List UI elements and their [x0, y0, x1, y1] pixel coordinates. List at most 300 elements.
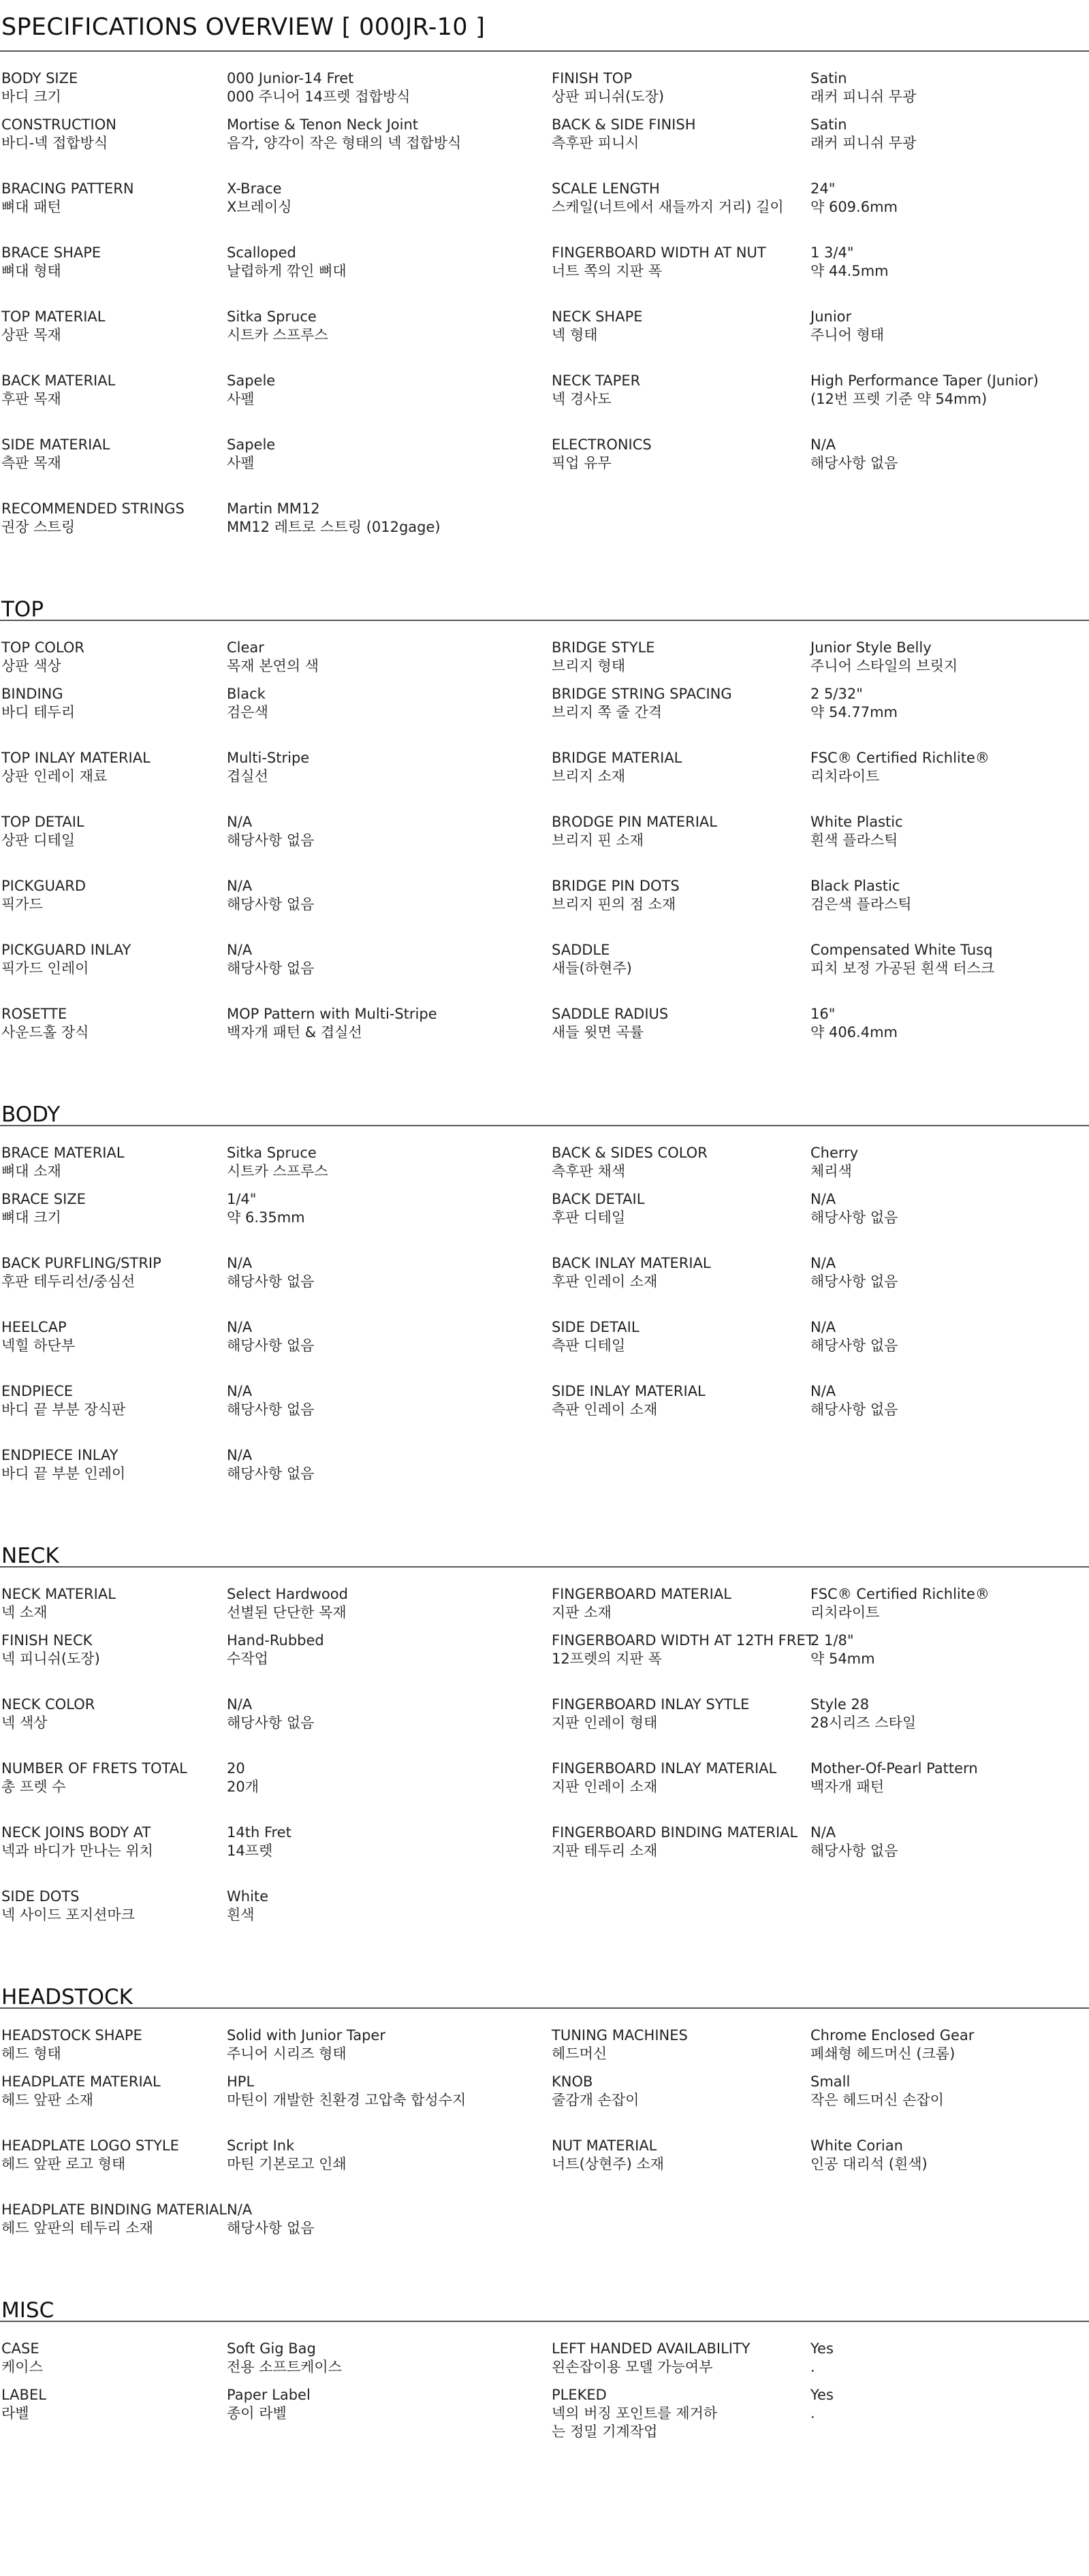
spec-value	[225, 1126, 550, 1190]
spec-label	[550, 1568, 809, 1632]
spec-value-ko: 폐쇄형 헤드머신 (크롬)	[810, 2046, 956, 2062]
spec-label	[550, 308, 809, 372]
spec-label-en: BRACE SIZE	[1, 1191, 86, 1207]
spec-value	[225, 1824, 550, 1888]
spec-value	[225, 116, 550, 180]
spec-label-en: BACK & SIDES COLOR	[552, 1145, 708, 1161]
spec-value-ko: 백자개 패턴	[810, 1779, 885, 1795]
spec-value-en: Paper Label	[227, 2387, 311, 2403]
spec-section	[0, 1538, 1089, 1979]
spec-label	[550, 813, 809, 877]
spec-value-en: Script Ink	[227, 2137, 295, 2154]
spec-label-ko: 측판 목재	[1, 455, 61, 471]
spec-label-en: CONSTRUCTION	[1, 116, 116, 133]
spec-value-en: N/A	[810, 1383, 836, 1399]
spec-label-en: FINGERBOARD INLAY MATERIAL	[552, 1760, 777, 1777]
spec-label-ko: 브리지 쪽 줄 간격	[552, 704, 663, 720]
spec-grid	[0, 1568, 1089, 1979]
spec-section	[0, 1979, 1089, 2292]
spec-value	[225, 308, 550, 372]
spec-value	[809, 1696, 1089, 1760]
spec-value-ko: 해당사항 없음	[227, 2220, 315, 2236]
spec-value-ko: 리치라이트	[810, 1604, 880, 1621]
spec-label	[0, 1126, 225, 1190]
spec-label	[0, 1318, 225, 1382]
spec-sections	[0, 52, 1089, 2450]
spec-value	[809, 2322, 1089, 2386]
spec-value-en: N/A	[227, 1255, 253, 1271]
spec-label-en: ELECTRONICS	[552, 436, 652, 453]
spec-label-ko: 바디 끝 부분 장식판	[1, 1401, 126, 1418]
spec-label	[550, 2137, 809, 2201]
spec-value	[809, 2009, 1089, 2073]
spec-value	[809, 2386, 1089, 2450]
spec-value-ko: 래커 피니쉬 무광	[810, 135, 917, 151]
spec-label-en: NECK SHAPE	[552, 308, 643, 325]
spec-value-ko: 주니어 스타일의 브릿지	[810, 658, 958, 674]
spec-value-ko: 겹실선	[227, 768, 268, 784]
spec-label	[550, 436, 809, 500]
spec-label-ko: 권장 스트링	[1, 519, 76, 535]
spec-value-ko: 해당사항 없음	[810, 1337, 898, 1354]
spec-label-ko: 바디 테두리	[1, 704, 76, 720]
spec-value-ko: 목재 본연의 색	[227, 658, 319, 674]
spec-value	[225, 500, 550, 564]
spec-value-en: N/A	[227, 1447, 253, 1463]
spec-value-ko: 주니어 형태	[810, 327, 885, 343]
spec-value-en: FSC® Certified Richlite®	[810, 1586, 990, 1602]
spec-value-en: Soft Gig Bag	[227, 2340, 316, 2357]
spec-label-ko: 측후판 채색	[552, 1163, 626, 1179]
section-heading: HEADSTOCK	[0, 1979, 1089, 2009]
spec-label-ko: 브리지 형태	[552, 658, 626, 674]
spec-value	[225, 1254, 550, 1318]
spec-value-en: White	[227, 1888, 269, 1905]
spec-value	[225, 1190, 550, 1254]
section-heading: TOP	[0, 591, 1089, 621]
spec-label-en: NECK JOINS BODY AT	[1, 1824, 151, 1841]
spec-value	[809, 621, 1089, 685]
spec-label-ko: 픽가드 인레이	[1, 960, 89, 976]
spec-value-ko: 백자개 패턴 & 겹실선	[227, 1024, 362, 1040]
spec-label-en: BACK INLAY MATERIAL	[552, 1255, 711, 1271]
spec-label	[550, 1005, 809, 1069]
spec-label	[0, 2073, 225, 2137]
spec-label-ko: 바디-넥 접합방식	[1, 135, 108, 151]
spec-value-en: Sapele	[227, 436, 276, 453]
spec-value-en: 2 1/8"	[810, 1632, 854, 1649]
spec-section	[0, 1096, 1089, 1538]
spec-value-ko: 해당사항 없음	[227, 896, 315, 912]
spec-label-en: ENDPIECE INLAY	[1, 1447, 119, 1463]
spec-label-en: BRACE SHAPE	[1, 244, 101, 261]
spec-label-en: RECOMMENDED STRINGS	[1, 500, 185, 517]
spec-value-en: N/A	[227, 814, 253, 830]
spec-value	[809, 941, 1089, 1005]
spec-label	[0, 1568, 225, 1632]
spec-value	[225, 2386, 550, 2450]
spec-value-en: FSC® Certified Richlite®	[810, 750, 990, 766]
spec-label-en: SADDLE RADIUS	[552, 1006, 669, 1022]
section-heading: NECK	[0, 1538, 1089, 1568]
spec-value-en: 2 5/32"	[810, 686, 863, 702]
spec-label-en: PICKGUARD	[1, 878, 86, 894]
spec-label-ko: 뼈대 형태	[1, 263, 61, 279]
spec-value-en: Small	[810, 2073, 851, 2090]
spec-label-en: HEADSTOCK SHAPE	[1, 2027, 142, 2044]
spec-label-ko: 총 프렛 수	[1, 1779, 66, 1795]
spec-label-ko: 브리지 핀 소재	[552, 832, 644, 848]
spec-label-en: FINGERBOARD MATERIAL	[552, 1586, 731, 1602]
spec-value-en: Sitka Spruce	[227, 1145, 317, 1161]
spec-value-ko: 피치 보정 가공된 흰색 터스크	[810, 960, 995, 976]
spec-label-ko: 상판 색상	[1, 658, 61, 674]
spec-label-ko: 후판 테두리선/중심선	[1, 1273, 136, 1290]
spec-value	[225, 436, 550, 500]
spec-value	[809, 1254, 1089, 1318]
spec-label-en: BRIDGE PIN DOTS	[552, 878, 680, 894]
spec-value	[809, 749, 1089, 813]
spec-label	[550, 1318, 809, 1382]
spec-value-ko: 인공 대리석 (흰색)	[810, 2156, 928, 2172]
spec-label-ko: 픽가드	[1, 896, 43, 912]
spec-value-ko: 검은색 플라스틱	[810, 896, 912, 912]
spec-label-en: BRIDGE STYLE	[552, 639, 655, 656]
spec-value-en: 000 Junior-14 Fret	[227, 70, 354, 86]
spec-label	[550, 1126, 809, 1190]
spec-value-en: Black Plastic	[810, 878, 900, 894]
spec-value	[809, 116, 1089, 180]
spec-value	[809, 1005, 1089, 1069]
spec-section	[0, 591, 1089, 1096]
spec-label	[0, 1254, 225, 1318]
spec-value	[225, 372, 550, 436]
spec-label	[550, 2009, 809, 2073]
spec-label	[550, 749, 809, 813]
spec-label-en: HEADPLATE MATERIAL	[1, 2073, 161, 2090]
spec-label-ko: 헤드 앞판 소재	[1, 2092, 94, 2108]
spec-label-en: BACK PURFLING/STRIP	[1, 1255, 161, 1271]
spec-label-ko: 너트 쪽의 지판 폭	[552, 263, 663, 279]
spec-label-en: NECK TAPER	[552, 372, 641, 389]
spec-value-en: N/A	[227, 1319, 253, 1335]
spec-label-en: LABEL	[1, 2387, 46, 2403]
spec-value-ko: 흰색 플라스틱	[810, 832, 898, 848]
spec-value-en: N/A	[810, 1319, 836, 1335]
spec-value-ko: 체리색	[810, 1163, 852, 1179]
spec-value	[809, 1632, 1089, 1696]
spec-label	[0, 1446, 225, 1510]
spec-grid	[0, 2009, 1089, 2292]
spec-value	[225, 813, 550, 877]
spec-value-en: Mortise & Tenon Neck Joint	[227, 116, 419, 133]
spec-value	[225, 749, 550, 813]
spec-label-ko: 상판 목재	[1, 327, 61, 343]
spec-value-en: N/A	[810, 1255, 836, 1271]
spec-label-en: ENDPIECE	[1, 1383, 74, 1399]
spec-value-en: X-Brace	[227, 180, 282, 197]
spec-value	[225, 2201, 550, 2265]
spec-value-ko: 검은색	[227, 704, 268, 720]
spec-label	[0, 1005, 225, 1069]
spec-label	[550, 877, 809, 941]
spec-label	[0, 749, 225, 813]
spec-value	[809, 1190, 1089, 1254]
spec-value-ko: 약 44.5mm	[810, 263, 889, 279]
spec-value-ko: 시트카 스프루스	[227, 1163, 328, 1179]
spec-label	[0, 2137, 225, 2201]
spec-label-ko: 새들 윗면 곡률	[552, 1024, 644, 1040]
spec-label-en: NUMBER OF FRETS TOTAL	[1, 1760, 187, 1777]
spec-value-ko: 래커 피니쉬 무광	[810, 89, 917, 105]
spec-value	[225, 1568, 550, 1632]
spec-label	[0, 2386, 225, 2450]
spec-value-ko: 사펠	[227, 391, 255, 407]
spec-value	[225, 2009, 550, 2073]
spec-label-en: SIDE MATERIAL	[1, 436, 110, 453]
spec-label-en: BACK & SIDE FINISH	[552, 116, 696, 133]
spec-value-en: Select Hardwood	[227, 1586, 348, 1602]
spec-value	[809, 1126, 1089, 1190]
spec-value-ko: MM12 레트로 스트링 (012gage)	[227, 519, 441, 535]
spec-value-ko: 약 609.6mm	[810, 199, 898, 215]
page-title: SPECIFICATIONS OVERVIEW [ 000JR-10 ]	[0, 0, 1089, 52]
spec-value-en: Chrome Enclosed Gear	[810, 2027, 975, 2044]
spec-label	[550, 2386, 809, 2450]
spec-label-ko: 헤드 앞판 로고 형태	[1, 2156, 126, 2172]
spec-value-en: N/A	[810, 436, 836, 453]
spec-value-ko: 주니어 시리즈 형태	[227, 2046, 347, 2062]
spec-label	[0, 813, 225, 877]
spec-label-ko: 스케일(너트에서 새들까지 거리) 길이	[552, 199, 784, 215]
spec-label-en: BRIDGE MATERIAL	[552, 750, 682, 766]
spec-label	[0, 941, 225, 1005]
spec-value-ko: 선별된 단단한 목재	[227, 1604, 347, 1621]
spec-value-en: Scalloped	[227, 244, 296, 261]
spec-label	[0, 2322, 225, 2386]
spec-value-ko: 해당사항 없음	[227, 1273, 315, 1290]
spec-value-ko: 날렵하게 깎인 뼈대	[227, 263, 347, 279]
spec-label	[0, 1190, 225, 1254]
spec-value-en: Mother-Of-Pearl Pattern	[810, 1760, 978, 1777]
spec-label-en: NECK MATERIAL	[1, 1586, 116, 1602]
spec-label	[0, 2009, 225, 2073]
spec-value-ko: 해당사항 없음	[227, 832, 315, 848]
spec-grid	[0, 52, 1089, 591]
spec-label-ko: 후판 목재	[1, 391, 61, 407]
spec-value	[225, 1005, 550, 1069]
spec-label-ko: 너트(상현주) 소재	[552, 2156, 665, 2172]
spec-label-en: BODY SIZE	[1, 70, 78, 86]
spec-grid	[0, 2322, 1089, 2450]
spec-value	[809, 308, 1089, 372]
spec-value-ko: 약 6.35mm	[227, 1209, 305, 1226]
spec-value-en: N/A	[810, 1824, 836, 1841]
spec-value-en: 20	[227, 1760, 245, 1777]
spec-value-ko: 해당사항 없음	[227, 1401, 315, 1418]
spec-label	[550, 2322, 809, 2386]
spec-label-ko: 후판 디테일	[552, 1209, 626, 1226]
spec-label-en: KNOB	[552, 2073, 593, 2090]
spec-value	[809, 1824, 1089, 1888]
spec-value	[225, 1318, 550, 1382]
spec-value-en: N/A	[227, 2201, 253, 2218]
spec-value-ko: 종이 라벨	[227, 2405, 287, 2421]
spec-label-en: BRACING PATTERN	[1, 180, 134, 197]
spec-label-ko: 상판 피니쉬(도장)	[552, 89, 665, 105]
spec-label-ko: 뼈대 크기	[1, 1209, 61, 1226]
spec-label-ko: 헤드머신	[552, 2046, 607, 2062]
spec-value	[809, 1568, 1089, 1632]
section-heading: MISC	[0, 2292, 1089, 2322]
spec-label-ko: 픽업 유무	[552, 455, 612, 471]
spec-label	[0, 877, 225, 941]
spec-label-ko: 왼손잡이용 모델 가능여부	[552, 2359, 713, 2375]
spec-section	[0, 2292, 1089, 2450]
spec-value-ko: 해당사항 없음	[810, 1401, 898, 1418]
spec-label	[0, 1760, 225, 1824]
spec-value	[225, 1446, 550, 1510]
spec-value-ko: X브레이싱	[227, 199, 292, 215]
spec-label-ko: 후판 인레이 소재	[552, 1273, 658, 1290]
spec-label-ko: 넥 형태	[552, 327, 598, 343]
spec-label-ko: 바디 크기	[1, 89, 61, 105]
spec-label-en: PLEKED	[552, 2387, 607, 2403]
spec-label-ko: 바디 끝 부분 인레이	[1, 1465, 126, 1482]
spec-value	[225, 877, 550, 941]
spec-label-ko: 측판 인레이 소재	[552, 1401, 658, 1418]
spec-value-en: 1/4"	[227, 1191, 257, 1207]
spec-value-ko: 약 54.77mm	[810, 704, 898, 720]
spec-label-ko: 12프렛의 지판 폭	[552, 1651, 662, 1667]
spec-label-en: FINGERBOARD WIDTH AT NUT	[552, 244, 766, 261]
spec-label-ko: 지판 인레이 형태	[552, 1715, 658, 1731]
spec-value	[809, 372, 1089, 436]
spec-label	[550, 180, 809, 244]
spec-value	[809, 1760, 1089, 1824]
spec-label	[0, 500, 225, 564]
spec-value-en: Yes	[810, 2387, 834, 2403]
spec-label-en: FINGERBOARD BINDING MATERIAL	[552, 1824, 798, 1841]
spec-label	[550, 1190, 809, 1254]
spec-value-en: 14th Fret	[227, 1824, 291, 1841]
spec-value-en: Hand-Rubbed	[227, 1632, 324, 1649]
spec-label-en: NECK COLOR	[1, 1696, 95, 1713]
spec-label-en: BRACE MATERIAL	[1, 1145, 125, 1161]
spec-label-ko: 상판 인레이 재료	[1, 768, 108, 784]
spec-grid	[0, 621, 1089, 1096]
spec-value-ko: 전용 소프트케이스	[227, 2359, 342, 2375]
spec-label-ko: 사운드홀 장식	[1, 1024, 89, 1040]
spec-value-ko: 해당사항 없음	[227, 1715, 315, 1731]
spec-label-ko: 넥 피니쉬(도장)	[1, 1651, 100, 1667]
spec-label	[0, 116, 225, 180]
spec-value	[809, 2137, 1089, 2201]
spec-value-en: N/A	[227, 1696, 253, 1713]
spec-value-en: High Performance Taper (Junior)	[810, 372, 1039, 389]
spec-value-ko: 음각, 양각이 작은 형태의 넥 접합방식	[227, 135, 462, 151]
spec-label	[0, 1382, 225, 1446]
spec-label-en: TOP INLAY MATERIAL	[1, 750, 151, 766]
spec-value	[225, 2137, 550, 2201]
section-heading: BODY	[0, 1096, 1089, 1126]
spec-value-en: Solid with Junior Taper	[227, 2027, 385, 2044]
spec-value	[225, 621, 550, 685]
spec-value	[225, 1382, 550, 1446]
spec-value-ko: 시트카 스프루스	[227, 327, 328, 343]
spec-label-en: ROSETTE	[1, 1006, 67, 1022]
spec-label-ko: 헤드 앞판의 테두리 소재	[1, 2220, 153, 2236]
spec-label	[550, 1760, 809, 1824]
spec-value	[809, 244, 1089, 308]
spec-label-en: BRODGE PIN MATERIAL	[552, 814, 717, 830]
spec-label	[550, 1632, 815, 1696]
spec-value-ko: 마틴 기본로고 인쇄	[227, 2156, 347, 2172]
spec-label-en: HEELCAP	[1, 1319, 67, 1335]
spec-value-ko: 14프렛	[227, 1843, 273, 1859]
spec-label	[550, 941, 809, 1005]
spec-label	[550, 244, 809, 308]
spec-label	[0, 308, 225, 372]
spec-value-ko: 흰색	[227, 1907, 255, 1923]
spec-label-en: HEADPLATE LOGO STYLE	[1, 2137, 179, 2154]
spec-label-ko: 넥과 바디가 만나는 위치	[1, 1843, 153, 1859]
spec-label-ko: 넥 경사도	[552, 391, 612, 407]
spec-value	[225, 1888, 550, 1952]
spec-label	[0, 685, 225, 749]
spec-label-ko: 넥의 버징 포인트를 제거하는 정밀 기계작업	[552, 2405, 718, 2440]
spec-value-ko: 해당사항 없음	[227, 1337, 315, 1354]
spec-value-ko: 해당사항 없음	[810, 1209, 898, 1226]
spec-label-ko: 측후판 피니시	[552, 135, 640, 151]
spec-value-en: N/A	[810, 1191, 836, 1207]
spec-label	[0, 1888, 225, 1952]
spec-value-en: Black	[227, 686, 266, 702]
spec-value	[809, 877, 1089, 941]
spec-value-ko: 마틴이 개발한 친환경 고압축 합성수지	[227, 2092, 467, 2108]
spec-label	[550, 1382, 809, 1446]
spec-label	[550, 1254, 809, 1318]
spec-label-ko: 헤드 형태	[1, 2046, 61, 2062]
spec-value	[225, 1696, 550, 1760]
spec-label-ko: 뼈대 소재	[1, 1163, 61, 1179]
spec-value	[225, 2322, 550, 2386]
spec-label	[550, 685, 809, 749]
spec-value	[225, 2073, 550, 2137]
spec-label-ko: 지판 소재	[552, 1604, 612, 1621]
spec-value	[809, 1318, 1089, 1382]
spec-label-en: PICKGUARD INLAY	[1, 942, 131, 958]
spec-value-en: Junior	[810, 308, 852, 325]
spec-label-ko: 넥힐 하단부	[1, 1337, 76, 1354]
spec-value-ko: 사펠	[227, 455, 255, 471]
spec-value	[809, 813, 1089, 877]
spec-value-en: Satin	[810, 116, 847, 133]
spec-label-ko: 지판 인레이 소재	[552, 1779, 658, 1795]
spec-value	[225, 1632, 550, 1696]
spec-label	[0, 621, 225, 685]
spec-label-en: FINGERBOARD WIDTH AT 12TH FRET	[552, 1632, 815, 1649]
spec-value-en: Multi-Stripe	[227, 750, 310, 766]
spec-value	[225, 244, 550, 308]
spec-label	[550, 2073, 809, 2137]
spec-label	[550, 116, 809, 180]
spec-value	[809, 180, 1089, 244]
spec-label-ko: 브리지 핀의 점 소재	[552, 896, 676, 912]
spec-label	[0, 1696, 225, 1760]
spec-value-en: White Plastic	[810, 814, 903, 830]
spec-label-en: TOP COLOR	[1, 639, 84, 656]
